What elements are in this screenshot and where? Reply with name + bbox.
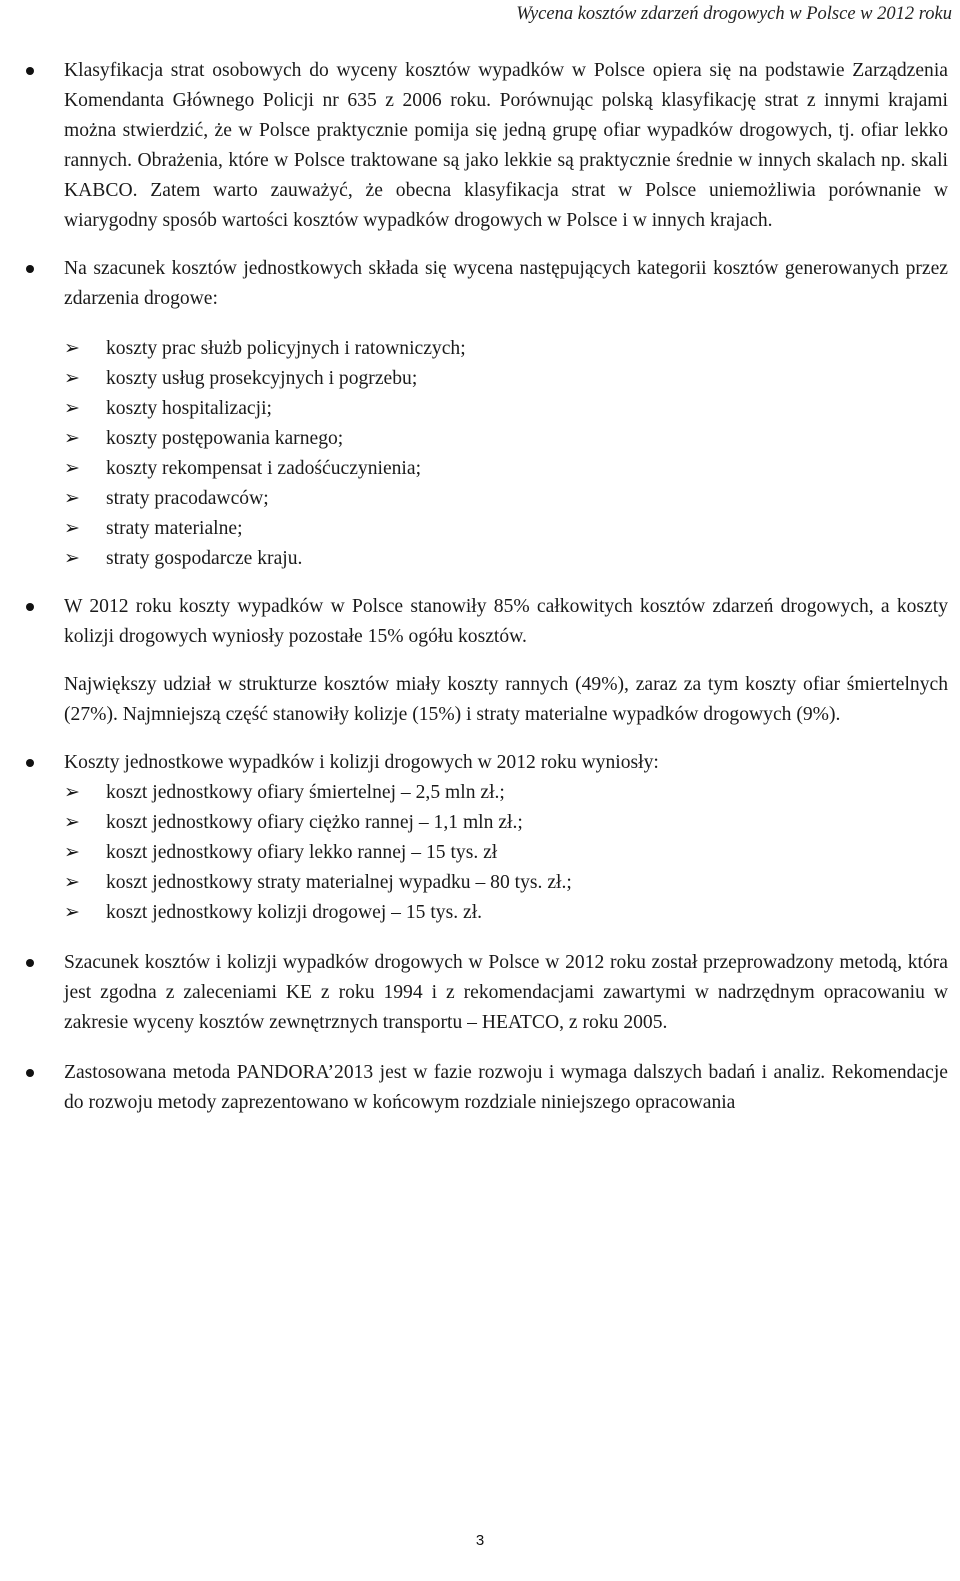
list-item: ➢ straty gospodarcze kraju. (64, 548, 303, 569)
arrow-bullet-icon: ➢ (64, 548, 80, 569)
unit-costs-list (26, 778, 948, 928)
list-item: ➢ straty pracodawców; (64, 488, 269, 509)
paragraph-classification: Klasyfikacja strat osobowych do wyceny kosztów wypadków w Polsce opiera się na podstawie Zarządzenia Komendanta Głównego Policji nr 635 z 2006 roku. Porównując polską klasyfikację strat z innymi krajami można stwierdzić, że w Polsce praktycznie pomija się jedną grupę ofiar wypadków drogowych, tj. ofiar lekko rannych. Obrażenia, które w Polsce traktowane są jako lekkie są praktycznie średnie w innych skalach np. skali KABCO. Zatem warto zauważyć, że obecna klasyfikacja strat w Polsce uniemożliwia porównanie w wiarygodny sposób wartości kosztów wypadków drogowych w Polsce i w innych krajach. (64, 60, 948, 231)
paragraph-cost-structure: Największy udział w strukturze kosztów miały koszty rannych (49%), zaraz za tym koszty ofiar śmiertelnych (27%). Najmniejszą część stanowiły kolizje (15%) i straty materialne wypadków drogowych (9%). (64, 674, 948, 725)
arrow-bullet-icon: ➢ (64, 428, 80, 449)
list-item: ➢ koszty rekompensat i zadośćuczynienia; (64, 458, 422, 479)
list-item: ➢ straty materialne; (64, 518, 243, 539)
arrow-bullet-icon: ➢ (64, 488, 80, 509)
bullet-cost-share (26, 592, 948, 730)
arrow-bullet-icon: ➢ (64, 902, 80, 923)
document-body (26, 56, 948, 1118)
arrow-bullet-icon: ➢ (64, 458, 80, 479)
bullet-dot-icon (26, 265, 34, 273)
paragraph-method-compliance: Szacunek kosztów i kolizji wypadków drogowych w Polsce w 2012 roku został przeprowadzony metodą, która jest zgodna z zaleceniami KE z roku 1994 i z rekomendacjami zawartymi w nadrzędnym opracowaniu w zakresie wyceny kosztów zewnętrznych transportu – HEATCO, z roku 2005. (64, 952, 948, 1033)
bullet-unit-costs (26, 748, 948, 778)
bullet-classification (26, 56, 948, 236)
bullet-dot-icon (26, 603, 34, 611)
bullet-dot-icon (26, 959, 34, 967)
list-item: ➢ koszt jednostkowy ofiary ciężko rannej – 1,1 mln zł.; (64, 812, 523, 833)
list-item: ➢ koszt jednostkowy kolizji drogowej – 15 tys. zł. (64, 902, 483, 923)
arrow-bullet-icon: ➢ (64, 398, 80, 419)
arrow-bullet-icon: ➢ (64, 812, 80, 833)
list-item: ➢ koszty hospitalizacji; (64, 398, 272, 419)
list-item: ➢ koszt jednostkowy straty materialnej wypadku – 80 tys. zł.; (64, 872, 572, 893)
arrow-bullet-icon: ➢ (64, 842, 80, 863)
list-item: ➢ koszt jednostkowy ofiary śmiertelnej – 2,5 mln zł.; (64, 782, 505, 803)
arrow-bullet-icon: ➢ (64, 338, 80, 359)
running-header: Wycena kosztów zdarzeń drogowych w Polsce w 2012 roku (516, 4, 952, 24)
list-item: ➢ koszty usług prosekcyjnych i pogrzebu; (64, 368, 418, 389)
paragraph-unit-cost-intro: Na szacunek kosztów jednostkowych składa się wycena następujących kategorii kosztów generowanych przez zdarzenia drogowe: (64, 258, 948, 309)
bullet-unit-cost-categories (26, 254, 948, 314)
arrow-bullet-icon: ➢ (64, 518, 80, 539)
cost-categories-list (26, 334, 948, 574)
arrow-bullet-icon: ➢ (64, 872, 80, 893)
list-item: ➢ koszty prac służb policyjnych i ratowniczych; (64, 338, 466, 359)
paragraph-pandora-method: Zastosowana metoda PANDORA’2013 jest w fazie rozwoju i wymaga dalszych badań i analiz. Rekomendacje do rozwoju metody zaprezentowano w końcowym rozdziale niniejszego opracowania (64, 1062, 948, 1113)
bullet-dot-icon (26, 1069, 34, 1077)
bullet-method-compliance (26, 948, 948, 1038)
bullet-pandora-method (26, 1058, 948, 1118)
paragraph-unit-costs-intro: Koszty jednostkowe wypadków i kolizji drogowych w 2012 roku wyniosły: (64, 752, 659, 773)
bullet-dot-icon (26, 67, 34, 75)
bullet-dot-icon (26, 759, 34, 767)
page-number: 3 (475, 1532, 485, 1549)
list-item: ➢ koszt jednostkowy ofiary lekko rannej – 15 tys. zł (64, 842, 498, 863)
arrow-bullet-icon: ➢ (64, 782, 80, 803)
paragraph-cost-share: W 2012 roku koszty wypadków w Polsce stanowiły 85% całkowitych kosztów zdarzeń drogowych, a koszty kolizji drogowych wyniosły pozostałe 15% ogółu kosztów. (64, 596, 948, 647)
arrow-bullet-icon: ➢ (64, 368, 80, 389)
list-item: ➢ koszty postępowania karnego; (64, 428, 344, 449)
